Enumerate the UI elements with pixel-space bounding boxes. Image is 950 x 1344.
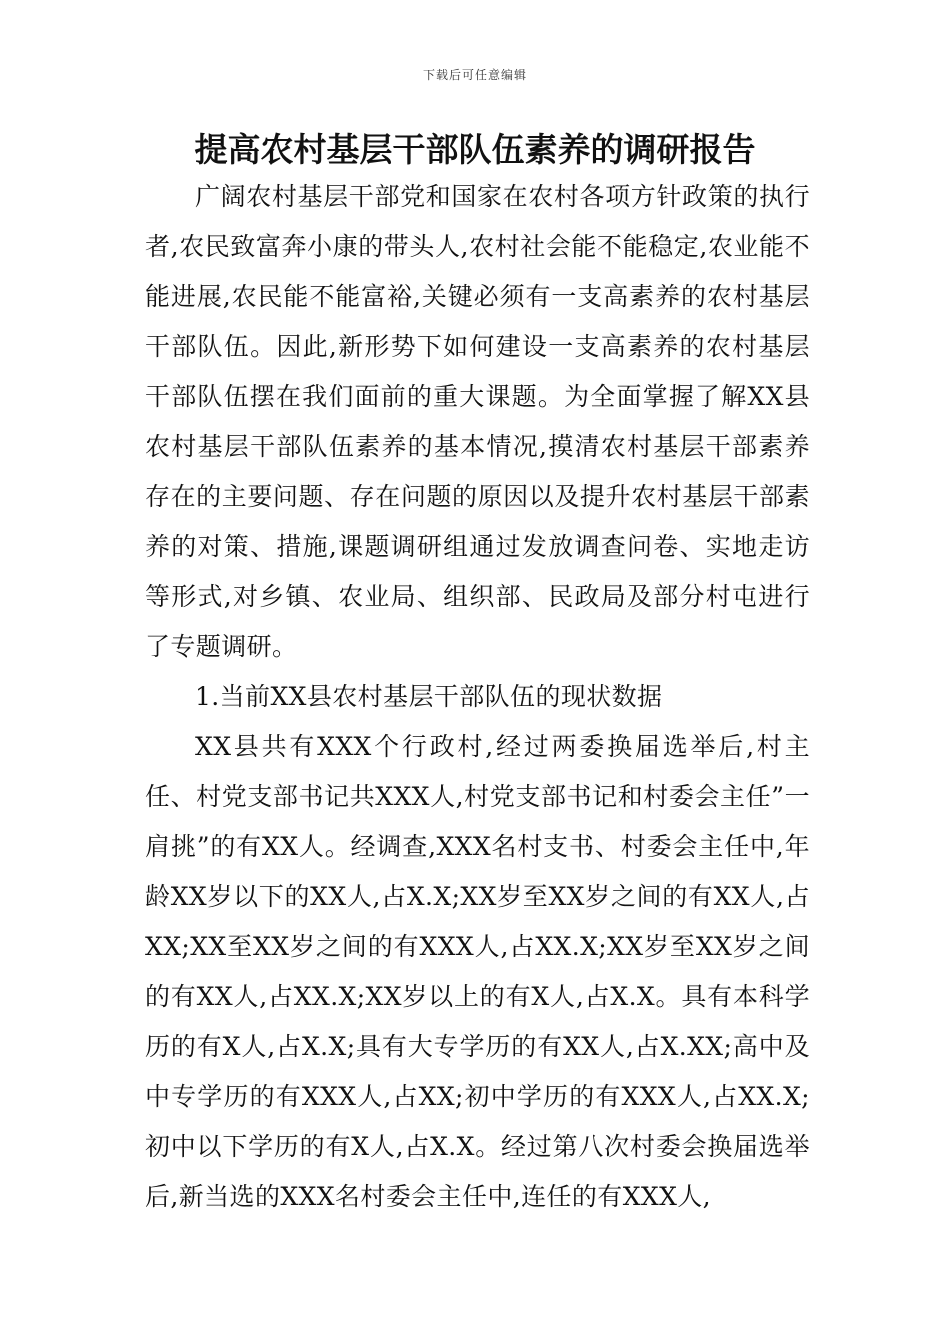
header-note: 下载后可任意编辑 [422, 68, 527, 82]
paragraph-intro: 广阔农村基层干部党和国家在农村各项方针政策的执行者,农民致富奔小康的带头人,农村社会能不能稳定,农业能不能进展,农民能不能富裕,关键必须有一支高素养的农村基层干部队伍。因此,新形势下如何建设一支高素养的农村基层干部队伍摆在我们面前的重大课题。为全面掌握了解XX县农村基层干部队伍素养的基本情况,摸清农村基层干部素养存在的主要问题、存在问题的原因以及提升农村基层干部素养的对策、措施,课题调研组通过发放调查问卷、实地走访等形式,对乡镇、农业局、组织部、民政局及部分村屯进行了专题调研。 [145, 182, 810, 661]
document-body [145, 172, 810, 1222]
paragraph-statistics: XX县共有XXX个行政村,经过两委换届选举后,村主任、村党支部书记共XXX人,村党支部书记和村委会主任”一肩挑”的有XX人。经调查,XXX名村支书、村委会主任中,年龄XX岁以下的XX人,占X.X;XX岁至XX岁之间的有XX人,占XX;XX至XX岁之间的有XXX人,占XX.X;XX岁至XX岁之间的有XX人,占XX.X;XX岁以上的有X人,占X.X。具有本科学历的有X人,占X.X;具有大专学历的有XX人,占X.XX;高中及中专学历的有XXX人,占XX;初中学历的有XXX人,占XX.X;初中以下学历的有X人,占X.X。经过第八次村委会换届选举后,新当选的XXX名村委会主任中,连任的有XXX人, [145, 732, 810, 1211]
section-heading-1: 1.当前XX县农村基层干部队伍的现状数据 [195, 682, 663, 711]
document-title: 提高农村基层干部队伍素养的调研报告 [194, 130, 756, 169]
